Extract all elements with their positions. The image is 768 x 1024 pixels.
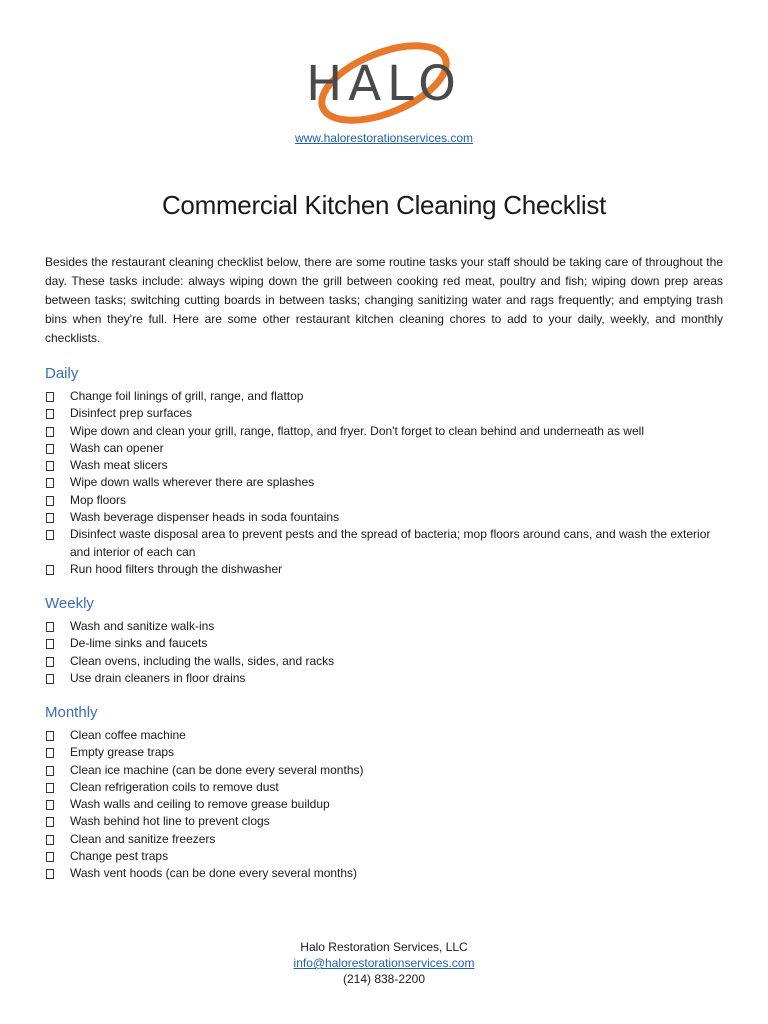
- list-item: Clean ice machine (can be done every several months): [45, 762, 725, 779]
- list-item: Mop floors: [45, 492, 725, 509]
- logo-text: HALO: [306, 56, 462, 112]
- checkbox-icon[interactable]: [46, 409, 54, 419]
- list-item: Clean ovens, including the walls, sides, and racks: [45, 653, 725, 670]
- section-monthly: [45, 703, 725, 883]
- list-item: Wash behind hot line to prevent clogs: [45, 813, 725, 830]
- section-heading-weekly: Weekly: [45, 595, 94, 612]
- halo-logo: [296, 42, 472, 124]
- checkbox-icon[interactable]: [46, 513, 54, 523]
- checkbox-icon[interactable]: [46, 800, 54, 810]
- checkbox-icon[interactable]: [46, 427, 54, 437]
- list-item: Clean refrigeration coils to remove dust: [45, 779, 725, 796]
- list-item: Wash vent hoods (can be done every several months): [45, 865, 725, 882]
- checkbox-icon[interactable]: [46, 639, 54, 649]
- list-item: Clean and sanitize freezers: [45, 831, 725, 848]
- checkbox-icon[interactable]: [46, 657, 54, 667]
- list-item: Wipe down walls wherever there are splashes: [45, 474, 725, 491]
- checklist-weekly: [45, 618, 725, 687]
- list-item: Clean coffee machine: [45, 727, 725, 744]
- list-item: Run hood filters through the dishwasher: [45, 561, 725, 578]
- checkbox-icon[interactable]: [46, 852, 54, 862]
- checkbox-icon[interactable]: [46, 674, 54, 684]
- list-item: Disinfect prep surfaces: [45, 405, 725, 422]
- page-title: Commercial Kitchen Cleaning Checklist: [161, 190, 607, 220]
- list-item: Wipe down and clean your grill, range, flattop, and fryer. Don't forget to clean behind and underneath as well: [45, 423, 725, 440]
- checkbox-icon[interactable]: [46, 444, 54, 454]
- checkbox-icon[interactable]: [46, 748, 54, 758]
- checkbox-icon[interactable]: [46, 461, 54, 471]
- checkbox-icon[interactable]: [46, 835, 54, 845]
- section-weekly: [45, 594, 725, 687]
- intro-paragraph: Besides the restaurant cleaning checklist below, there are some routine tasks your staff should be taking care of throughout the day. These tasks include: always wiping down the grill between cooking red meat, poultry and fish; wiping down prep areas between tasks; switching cutting boards in between tasks; changing sanitizing water and rags frequently; and emptying trash bins when they're full. Here are some other restaurant kitchen cleaning chores to add to your daily, weekly, and monthly checklists.: [45, 255, 723, 345]
- checkbox-icon[interactable]: [46, 783, 54, 793]
- checkbox-icon[interactable]: [46, 530, 54, 540]
- list-item: Wash walls and ceiling to remove grease buildup: [45, 796, 725, 813]
- website-link[interactable]: www.halorestorationservices.com: [294, 131, 474, 145]
- checkbox-icon[interactable]: [46, 731, 54, 741]
- checkbox-icon[interactable]: [46, 817, 54, 827]
- section-daily: [45, 364, 725, 578]
- section-heading-daily: Daily: [45, 365, 79, 382]
- section-heading-monthly: Monthly: [45, 704, 98, 721]
- list-item: Wash meat slicers: [45, 457, 725, 474]
- footer: [0, 939, 768, 987]
- checkbox-icon[interactable]: [46, 622, 54, 632]
- footer-company: Halo Restoration Services, LLC: [300, 940, 468, 954]
- checkbox-icon[interactable]: [46, 392, 54, 402]
- list-item: Change pest traps: [45, 848, 725, 865]
- checkbox-icon[interactable]: [46, 565, 54, 575]
- footer-email-link[interactable]: info@halorestorationservices.com: [293, 956, 475, 970]
- checkbox-icon[interactable]: [46, 478, 54, 488]
- list-item: Disinfect waste disposal area to prevent pests and the spread of bacteria; mop floors around cans, and wash the exterior and interior of each can: [45, 526, 725, 561]
- checklist-monthly: [45, 727, 725, 883]
- checkbox-icon[interactable]: [46, 869, 54, 879]
- checkbox-icon[interactable]: [46, 766, 54, 776]
- checkbox-icon[interactable]: [46, 496, 54, 506]
- list-item: Empty grease traps: [45, 744, 725, 761]
- list-item: Wash and sanitize walk-ins: [45, 618, 725, 635]
- list-item: De-lime sinks and faucets: [45, 635, 725, 652]
- checklist-daily: [45, 388, 725, 578]
- list-item: Change foil linings of grill, range, and flattop: [45, 388, 725, 405]
- footer-phone: (214) 838-2200: [342, 972, 426, 986]
- list-item: Use drain cleaners in floor drains: [45, 670, 725, 687]
- list-item: Wash beverage dispenser heads in soda fountains: [45, 509, 725, 526]
- list-item: Wash can opener: [45, 440, 725, 457]
